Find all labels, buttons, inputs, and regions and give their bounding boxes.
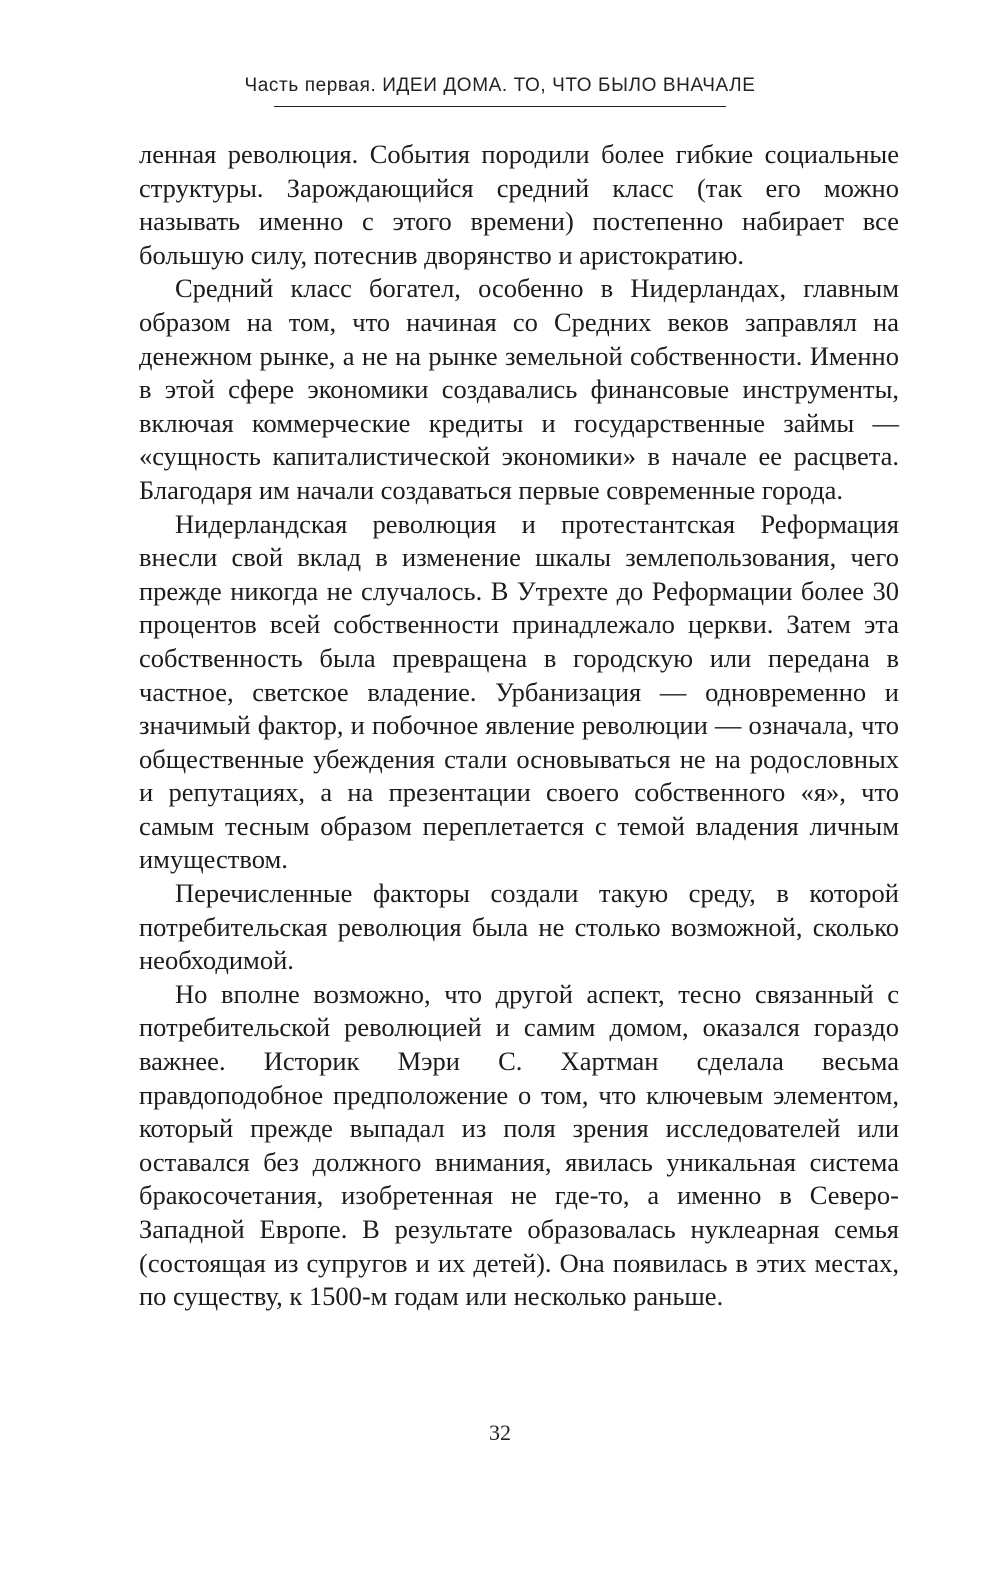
paragraph-3: Нидерландская революция и протестантская Реформация внесли свой вклад в изменение шкалы землепользования, чего прежде никогда не случалось. В Утрехте до Реформации более 30 процентов всей собственности принадлежало церкви. Затем эта собственность была превращена в городскую или передана в частное, светское владение. Урбанизация — одновременно и значимый фактор, и побочное явление революции — означала, что общественные убеждения стали основываться не на родословных и репутациях, а на презентации своего собственного «я», что самым тесным образом переплетается с темой владения личным имуществом.	[139, 508, 899, 875]
page-number: 32	[489, 1420, 511, 1445]
paragraph-4: Перечисленные факторы создали такую среду, в которой потребительская революция была не столько возможной, сколько необходимой.	[139, 878, 899, 976]
paragraph-5: Но вполне возможно, что другой аспект, тесно связанный с потребительской революцией и самим домом, оказался гораздо важнее. Историк Мэри С. Хартман сделала весьма правдоподобное предположение о том, что ключевым элементом, который прежде выпадал из поля зрения исследователей или оставался без должного внимания, явилась уникальная система бракосочетания, изобретенная не где-то, а именно в Северо-Западной Европе. В результате образовалась нуклеарная семья (состоящая из супругов и их детей). Она появилась в этих местах, по существу, к 1500-м годам или несколько раньше.	[139, 978, 899, 1312]
header-rule	[274, 106, 726, 107]
paragraph-1: ленная революция. События породили более гибкие социальные структуры. Зарождающийся средний класс (так его можно называть именно с этого времени) постепенно набирает все большую силу, потеснив дворянство и аристократию.	[139, 139, 899, 270]
running-header: Часть первая. ИДЕИ ДОМА. ТО, ЧТО БЫЛО ВНАЧАЛЕ	[244, 75, 756, 96]
body-text	[139, 138, 899, 1314]
paragraph-2: Средний класс богател, особенно в Нидерландах, главным образом на том, что начиная со Средних веков заправлял на денежном рынке, а не на рынке земельной собственности. Именно в этой сфере экономики создавались финансовые инструменты, включая коммерческие кредиты и государственные займы — «сущность капиталистической экономики» в начале ее расцвета. Благодаря им начали создаваться первые современные города.	[139, 273, 899, 505]
